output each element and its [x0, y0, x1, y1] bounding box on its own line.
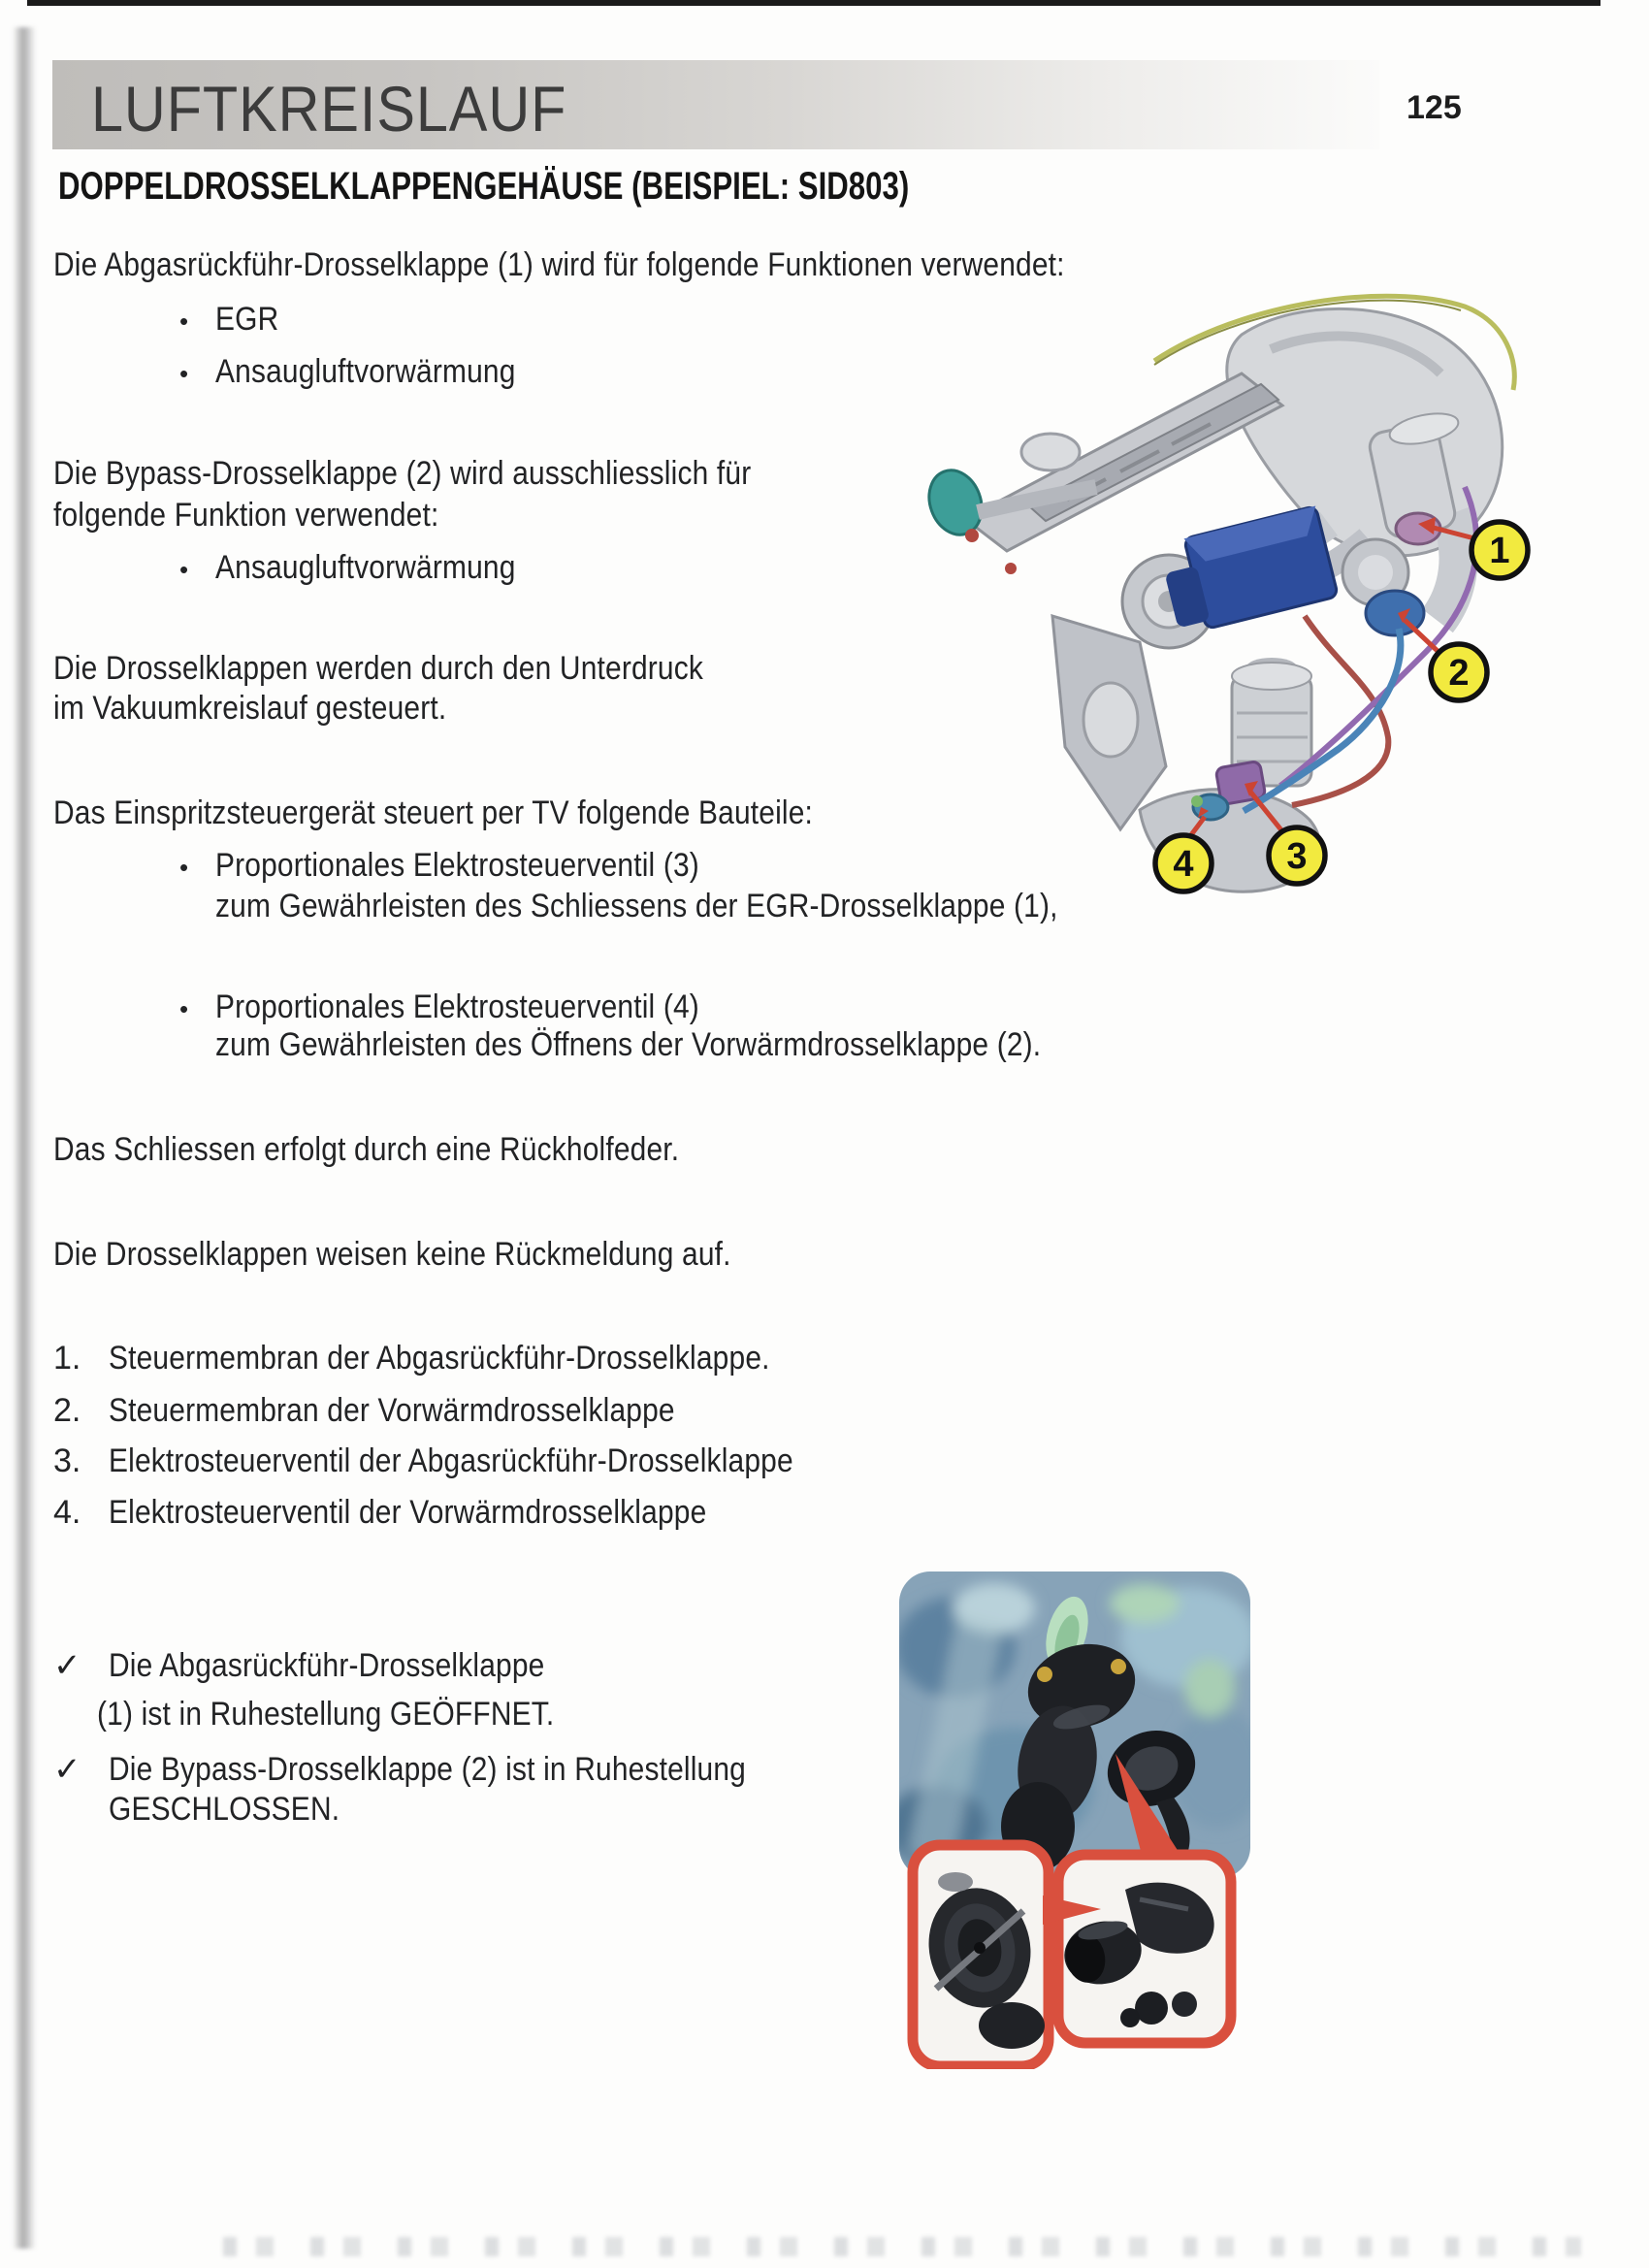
legend-num-1: 1. — [53, 1340, 81, 1377]
bullet-dot: • — [179, 359, 189, 388]
note-1-line1: Die Abgasrückführ-Drosselklappe — [109, 1647, 545, 1684]
vacuum-text-line2: im Vakuumkreislauf gesteuert. — [53, 690, 447, 727]
filter-top — [1232, 663, 1311, 690]
solenoid-4-port — [1191, 795, 1203, 807]
callout-1-label: 1 — [1489, 531, 1510, 571]
legend-num-2: 2. — [53, 1392, 81, 1429]
section-title: LUFTKREISLAUF — [91, 73, 567, 145]
bracket-hole — [1083, 683, 1138, 757]
intro-text: Die Abgasrückführ-Drosselklappe (1) wird für folgende Funktionen verwendet: — [53, 246, 1065, 283]
bullet-dot: • — [179, 555, 189, 584]
bypass-bullet-1: Ansaugluftvorwärmung — [215, 549, 516, 586]
legend-num-3: 3. — [53, 1442, 81, 1479]
page-number: 125 — [1406, 89, 1462, 126]
legend-num-4: 4. — [53, 1494, 81, 1531]
page-title: DOPPELDROSSELKLAPPENGEHÄUSE (BEISPIEL: SID803) — [58, 165, 910, 208]
ecu-text: Das Einspritzsteuergerät steuert per TV folgende Bauteile: — [53, 794, 814, 831]
spring-text: Das Schliessen erfolgt durch eine Rückholfeder. — [53, 1131, 680, 1168]
detail-box-right — [1058, 1855, 1231, 2043]
legend-item-3: Elektrosteuerventil der Abgasrückführ-Drosselklappe — [109, 1442, 793, 1479]
bullet-dot: • — [179, 853, 189, 882]
feedback-text: Die Drosselklappen weisen keine Rückmeldung auf. — [53, 1236, 731, 1273]
intro-bullet-2: Ansaugluftvorwärmung — [215, 353, 516, 390]
bullet-dot: • — [179, 307, 189, 336]
scan-edge-top — [27, 0, 1600, 6]
check-icon: ✓ — [53, 1751, 81, 1788]
scan-shadow-left — [13, 27, 36, 2249]
note-2-line1: Die Bypass-Drosselklappe (2) ist in Ruhestellung — [109, 1751, 747, 1788]
bypass-text-line2: folgende Funktion verwendet: — [53, 497, 439, 534]
ecu-item-2-line2: zum Gewährleisten des Öffnens der Vorwärmdrosselklappe (2). — [215, 1026, 1042, 1063]
ecu-item-2-line1: Proportionales Elektrosteuerventil (4) — [215, 988, 699, 1025]
callout-4 — [1155, 835, 1212, 891]
section-header-bar — [52, 60, 1379, 149]
bullet-dot: • — [179, 994, 189, 1023]
intro-bullet-1: EGR — [215, 301, 279, 338]
red-clip-1 — [965, 529, 979, 542]
check-icon: ✓ — [53, 1647, 81, 1684]
callout-2 — [1431, 644, 1487, 700]
note-1-line2: (1) ist in Ruhestellung GEÖFFNET. — [97, 1696, 555, 1733]
throttle-bore — [1358, 555, 1393, 590]
legend-item-1: Steuermembran der Abgasrückführ-Drosselklappe. — [109, 1340, 770, 1377]
detail-box-left — [913, 1845, 1049, 2066]
red-clip-2 — [1005, 563, 1017, 574]
note-2-line2: GESCHLOSSEN. — [109, 1791, 340, 1828]
vacuum-text-line1: Die Drosselklappen werden durch den Unterdruck — [53, 650, 704, 687]
callout-2-label: 2 — [1448, 653, 1470, 694]
photo-figure — [897, 1570, 1256, 2069]
ecu-item-1-line1: Proportionales Elektrosteuerventil (3) — [215, 847, 699, 884]
engine-illustration — [922, 281, 1620, 902]
oil-cap — [1021, 434, 1080, 470]
legend-item-2: Steuermembran der Vorwärmdrosselklappe — [109, 1392, 675, 1429]
callout-1 — [1471, 522, 1528, 578]
engine-bay-photo — [897, 1571, 1256, 1878]
blue-bracket — [1157, 505, 1338, 635]
legend-item-4: Elektrosteuerventil der Vorwärmdrosselklappe — [109, 1494, 707, 1531]
callout-4-label: 4 — [1173, 844, 1194, 885]
bypass-text-line1: Die Bypass-Drosselklappe (2) wird ausschliesslich für — [53, 455, 752, 492]
callout-3-label: 3 — [1286, 836, 1308, 877]
callout-3 — [1269, 827, 1325, 884]
ecu-item-1-line2: zum Gewährleisten des Schliessens der EGR-Drosselklappe (1), — [215, 888, 1058, 924]
scan-noise-bottom — [223, 2237, 1581, 2256]
